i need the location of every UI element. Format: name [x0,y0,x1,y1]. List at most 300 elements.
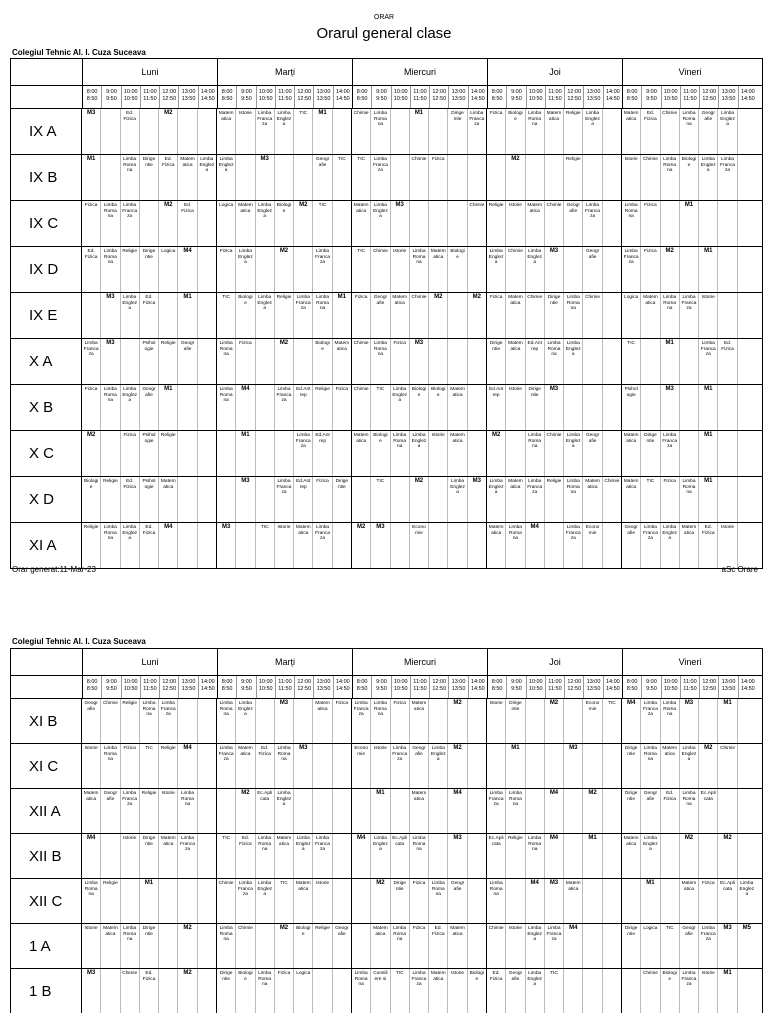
class-name: IX A [11,109,82,154]
time-slot: 9:00 9:50 [642,676,661,698]
lesson-cell: Limba Englez a [256,293,275,338]
lesson-cell: Istorie [82,924,101,968]
lesson-cell: Matem atica [448,431,467,476]
lesson-cell [448,523,467,568]
lesson-cell [333,247,351,292]
class-cells [82,879,762,923]
lesson-cell: M2 [371,879,390,923]
lesson-cell [680,247,699,292]
time-slot: 12:00 12:50 [565,676,584,698]
lesson-cell: Religie [140,789,159,833]
lesson-cell: Fizica [236,339,255,384]
lesson-cell: Limba Roma na [121,155,140,200]
lesson-cell: Biologi e [275,201,294,246]
lesson-cell: Geogr afie [313,155,332,200]
time-slot: 11:00 11:50 [276,86,295,108]
lesson-cell: Consili ere si [371,969,390,1013]
lesson-cell [718,385,737,430]
lesson-cell: Limba Roma na [217,924,236,968]
day-lessons [82,431,217,476]
class-cells [82,385,762,430]
day-lessons [352,385,487,430]
lesson-cell: M2 [159,109,178,154]
generated-date: Orar generat:11-Mar-23 [12,565,96,574]
lesson-cell: M2 [448,744,467,788]
time-slot: 13:00 13:50 [179,676,198,698]
time-slot: 14:00 14:50 [335,89,350,102]
lesson-cell: Matem atica [371,924,390,968]
lesson-cell: Psihol ogie [622,385,641,430]
lesson-cell: Ec.Apli cata [718,879,737,923]
day-header-row [11,59,762,86]
lesson-cell [564,969,583,1013]
class-row [11,155,762,201]
time-slot: 14:00 14:50 [200,89,215,102]
lesson-cell: Dirige ntie [391,879,410,923]
lesson-cell: Chimie [641,155,660,200]
lesson-cell [468,247,486,292]
lesson-cell [198,477,216,522]
lesson-cell: Fizica [313,477,332,522]
lesson-cell: M1 [583,834,602,878]
lesson-cell: M2 [82,431,101,476]
day-lessons [487,109,622,154]
lesson-cell: Limba Franca za [641,523,660,568]
lesson-cell: M4 [178,247,197,292]
lesson-cell: Limba Roma na [140,699,159,743]
lesson-cell [545,744,564,788]
lesson-cell: Istorie [391,247,410,292]
lesson-cell: M1 [337,294,346,300]
lesson-cell: M2 [583,789,602,833]
lesson-cell: Istorie [622,155,641,200]
lesson-cell: Limba Englez a [275,109,294,154]
lesson-cell: Ed. Fizica [140,293,159,338]
lesson-cell [121,339,140,384]
class-name: X B [11,385,82,430]
lesson-cell [738,699,756,743]
class-name: XI A [11,523,82,568]
lesson-cell: Istorie [159,789,178,833]
lesson-cell: M3 [472,478,481,484]
lesson-cell: TIC [275,879,294,923]
lesson-cell [718,293,737,338]
lesson-cell: M2 [178,969,197,1013]
lesson-cell [526,744,545,788]
lesson-cell [583,339,602,384]
lesson-cell [564,247,583,292]
lesson-cell: Religie [159,339,178,384]
lesson-cell: Limba Roma na [391,431,410,476]
lesson-cell: Limba Englez a [699,155,718,200]
lesson-cell: M4 [622,699,641,743]
lesson-cell: TIC [217,293,236,338]
lesson-cell [468,789,486,833]
lesson-cell: Chimie [469,203,485,208]
lesson-cell [198,247,216,292]
time-slot: 14:00 14:50 [200,679,215,692]
lesson-cell: TIC [352,247,371,292]
time-slot: 13:00 13:50 [584,676,603,698]
lesson-cell: Limba Franca za [313,247,332,292]
lesson-cell: Matem atica [506,339,525,384]
lesson-cell: Limba Englez a [121,293,140,338]
lesson-cell: M1 [82,155,101,200]
day-lessons [622,789,756,833]
day-lessons [82,477,217,522]
lesson-cell [178,523,197,568]
lesson-cell: Istorie [82,744,101,788]
day-lessons [217,385,352,430]
class-cells [82,969,762,1013]
lesson-cell: M3 [545,247,564,292]
lesson-cell: Limba Franca za [313,834,332,878]
class-cells [82,477,762,522]
lesson-cell: Fizica [487,293,506,338]
lesson-cell: Biologi e [236,969,255,1013]
lesson-cell: Limba Franca za [352,699,371,743]
day-lessons [217,339,352,384]
lesson-cell: Limba Roma na [217,385,236,430]
lesson-cell: Limba Englez a [526,969,545,1013]
lesson-cell [603,339,621,384]
time-slot: 9:00 9:50 [102,676,121,698]
lesson-cell [738,339,756,384]
lesson-cell: Chimie [352,339,371,384]
lesson-cell: Matem atica [294,879,313,923]
time-slot: 12:00 12:50 [565,86,584,108]
lesson-cell: Limba Franca za [564,523,583,568]
lesson-cell: M4 [352,834,371,878]
lesson-cell [448,155,467,200]
lesson-cell: Dirige ntie [140,834,159,878]
time-slot: 13:00 13:50 [719,676,738,698]
lesson-cell: Limba Franca za [121,789,140,833]
lesson-cell: Limba Roma na [564,293,583,338]
lesson-cell: Econo mie [352,744,371,788]
time-slot: 9:00 9:50 [507,676,526,698]
day-lessons [352,477,487,522]
lesson-cell: M3 [718,924,737,968]
lesson-cell: M4 [526,879,545,923]
lesson-cell: Fizica [335,387,349,392]
day-lessons [82,699,217,743]
lesson-cell: Limba Roma na [680,789,699,833]
lesson-cell: Dirige ntie [526,385,545,430]
lesson-cell [140,201,159,246]
lesson-cell: TIC [256,523,275,568]
lesson-cell: Matem atica [410,789,429,833]
day-lessons [217,969,352,1013]
day-lessons [622,744,756,788]
lesson-cell: Matem atica [506,293,525,338]
lesson-cell: Biologi e [236,293,255,338]
lesson-cell [256,431,275,476]
lesson-cell: Ed.Ant rep [487,385,506,430]
lesson-cell: Limba Roma na [622,201,641,246]
time-slot: 9:00 9:50 [237,676,256,698]
day-lessons [622,339,756,384]
lesson-cell: Istorie [371,744,390,788]
day-lessons [82,201,217,246]
class-cells [82,247,762,292]
school-name: Colegiul Tehnic Al. I. Cuza Suceava [12,48,146,57]
lesson-cell: Matem atica [448,924,467,968]
lesson-cell: Limba Roma na [391,924,410,968]
day-lessons [217,155,352,200]
lesson-cell [391,109,410,154]
lesson-cell: TIC [545,969,564,1013]
lesson-cell: M3 [545,879,564,923]
lesson-cell: Istorie [448,969,467,1013]
lesson-cell: Geogr afie [140,385,159,430]
day-lessons [82,879,217,923]
lesson-cell: M1 [699,431,718,476]
lesson-cell [506,431,525,476]
lesson-cell [198,879,216,923]
day-lessons [487,744,622,788]
corner-cell [11,676,83,698]
lesson-cell [198,969,216,1013]
lesson-cell: Chimie [545,201,564,246]
lesson-cell: Geogr afie [622,523,641,568]
lesson-cell: M1 [641,879,660,923]
lesson-cell [468,523,486,568]
lesson-cell: Matem atica [236,744,255,788]
lesson-cell: Limba Franca za [487,789,506,833]
lesson-cell [391,477,410,522]
day-lessons [487,834,622,878]
lesson-cell: Istorie [506,201,525,246]
lesson-cell: Limba Franca za [294,431,313,476]
lesson-cell: Logica [159,247,178,292]
lesson-cell: Religie [487,201,506,246]
lesson-cell: Limba Roma na [526,834,545,878]
lesson-cell: Limba Roma na [217,339,236,384]
time-slot: 10:00 10:50 [257,86,276,108]
day-header: Joi [488,649,623,675]
time-slot: 13:00 13:50 [584,86,603,108]
day-lessons [487,523,622,568]
lesson-cell: M2 [661,247,680,292]
lesson-cell [468,834,486,878]
lesson-cell: Matem atica [294,523,313,568]
lesson-cell [178,699,197,743]
small-title: ORAR [373,14,395,21]
lesson-cell: Ed. Fizica [429,924,448,968]
time-slot: 12:00 12:50 [700,86,719,108]
lesson-cell: Matem atica [82,789,101,833]
lesson-cell: Matem atica [391,293,410,338]
lesson-cell [545,155,564,200]
lesson-cell: Matem atica [564,879,583,923]
lesson-cell: M2 [352,523,371,568]
lesson-cell: Dirige ntie [217,969,236,1013]
day-lessons [352,247,487,292]
lesson-cell: Istorie [275,523,294,568]
lesson-cell: Limba Roma na [564,477,583,522]
lesson-cell [198,789,216,833]
time-slot: 13:00 13:50 [449,676,468,698]
lesson-cell: Religie [313,385,332,430]
lesson-cell [429,201,448,246]
lesson-cell: Ed. Fizica [236,834,255,878]
lesson-cell [159,293,178,338]
lesson-cell: M3 [82,969,101,1013]
lesson-cell [178,477,197,522]
class-name: XI B [11,699,82,743]
lesson-cell: M2 [506,155,525,200]
lesson-cell [603,523,621,568]
lesson-cell [583,744,602,788]
lesson-cell: Chimie [526,293,545,338]
day-lessons [217,879,352,923]
lesson-cell: Biologi e [313,339,332,384]
lesson-cell: Matem atica [159,834,178,878]
lesson-cell [718,201,737,246]
lesson-cell: M3 [101,339,120,384]
lesson-cell: M2 [545,699,564,743]
lesson-cell: M2 [429,293,448,338]
class-name: 1 A [11,924,82,968]
lesson-cell: Matem atica [680,879,699,923]
lesson-cell [738,834,756,878]
class-name: IX E [11,293,82,338]
lesson-cell: Limba Roma na [429,879,448,923]
lesson-cell: Chimie [410,155,429,200]
lesson-cell [448,201,467,246]
day-lessons [352,339,487,384]
lesson-cell: Limba Englez a [371,201,390,246]
lesson-cell [564,699,583,743]
lesson-cell: M2 [487,431,506,476]
class-cells [82,431,762,476]
lesson-cell [738,477,756,522]
lesson-cell [526,789,545,833]
time-slot: 13:00 13:50 [179,86,198,108]
lesson-cell: Matem atica [159,477,178,522]
time-slot: 8:00 8:50 [353,676,372,698]
lesson-cell: M2 [448,699,467,743]
lesson-cell: Limba Roma na [275,744,294,788]
day-lessons [622,201,756,246]
lesson-cell: Fizica [410,924,429,968]
lesson-cell [121,879,140,923]
day-lessons [487,247,622,292]
lesson-cell: Limba Englez a [487,477,506,522]
lesson-cell: Limba Englez a [275,789,294,833]
timetable-page-2 [10,648,763,1013]
lesson-cell [410,201,429,246]
lesson-cell [198,744,216,788]
time-slot: 8:00 8:50 [83,676,102,698]
class-name: X A [11,339,82,384]
time-slot: 12:00 12:50 [295,86,314,108]
lesson-cell: Fizica [121,744,140,788]
lesson-cell [448,339,467,384]
time-slot: 8:00 8:50 [218,86,237,108]
lesson-cell: Geogr afie [410,744,429,788]
lesson-cell: Ed. Fizica [487,969,506,1013]
time-slot: 9:00 9:50 [237,86,256,108]
lesson-cell: Istorie [429,431,448,476]
lesson-cell: M1 [410,109,429,154]
lesson-cell [333,789,351,833]
lesson-cell: Fizica [429,155,448,200]
lesson-cell: M3 [82,109,101,154]
lesson-cell: Limba Roma na [680,109,699,154]
lesson-cell: Chimie [661,109,680,154]
lesson-cell: Limba Roma na [101,201,120,246]
lesson-cell: Limba Englez a [294,834,313,878]
class-name: XII A [11,789,82,833]
day-lessons [82,339,217,384]
corner-cell [11,649,83,675]
lesson-cell: M4 [178,744,197,788]
lesson-cell [718,247,737,292]
lesson-cell: M4 [159,523,178,568]
lesson-cell: M1 [699,477,718,522]
time-slot: 12:00 12:50 [430,86,449,108]
lesson-cell: Ed. Fizica [140,969,159,1013]
lesson-cell: Matem atica [429,969,448,1013]
app-name: aSc Orare [721,565,758,574]
lesson-cell [294,247,313,292]
lesson-cell: M1 [699,247,718,292]
lesson-cell [603,431,621,476]
lesson-cell: Dirige ntie [487,339,506,384]
lesson-cell [333,431,351,476]
time-slot: 9:00 9:50 [372,676,391,698]
lesson-cell: Limba Roma na [641,744,660,788]
day-lessons [352,879,487,923]
lesson-cell [333,879,351,923]
lesson-cell [429,834,448,878]
time-slot-row [11,676,762,699]
lesson-cell: Limba Englez a [236,247,255,292]
lesson-cell: Biologi e [410,385,429,430]
lesson-cell [352,789,371,833]
lesson-cell: Matem atica [429,247,448,292]
lesson-cell: Geogr afie [82,699,101,743]
lesson-cell: Limba Roma na [101,385,120,430]
lesson-cell: M1 [718,969,737,1013]
lesson-cell: Matem atica [487,523,506,568]
day-header: Vineri [678,67,702,77]
lesson-cell: M2 [699,744,718,788]
day-lessons [352,293,487,338]
lesson-cell: Limba Franca za [680,293,699,338]
day-lessons [217,834,352,878]
lesson-cell: Matem atica [622,477,641,522]
lesson-cell: Geogr afie [564,201,583,246]
lesson-cell: TIC [607,701,616,706]
lesson-cell [603,879,621,923]
slot-group [218,676,353,698]
lesson-cell: M3 [448,834,467,878]
day-lessons [82,969,217,1013]
lesson-cell: Limba Franca za [545,924,564,968]
lesson-cell [198,201,216,246]
lesson-cell [583,879,602,923]
lesson-cell: Ec.Apli cata [699,789,718,833]
class-name: IX B [11,155,82,200]
time-slot: 9:00 9:50 [372,86,391,108]
lesson-cell: M3 [294,744,313,788]
lesson-cell: TIC [371,385,390,430]
lesson-cell [294,155,313,200]
lesson-cell: Limba Englez a [641,834,660,878]
